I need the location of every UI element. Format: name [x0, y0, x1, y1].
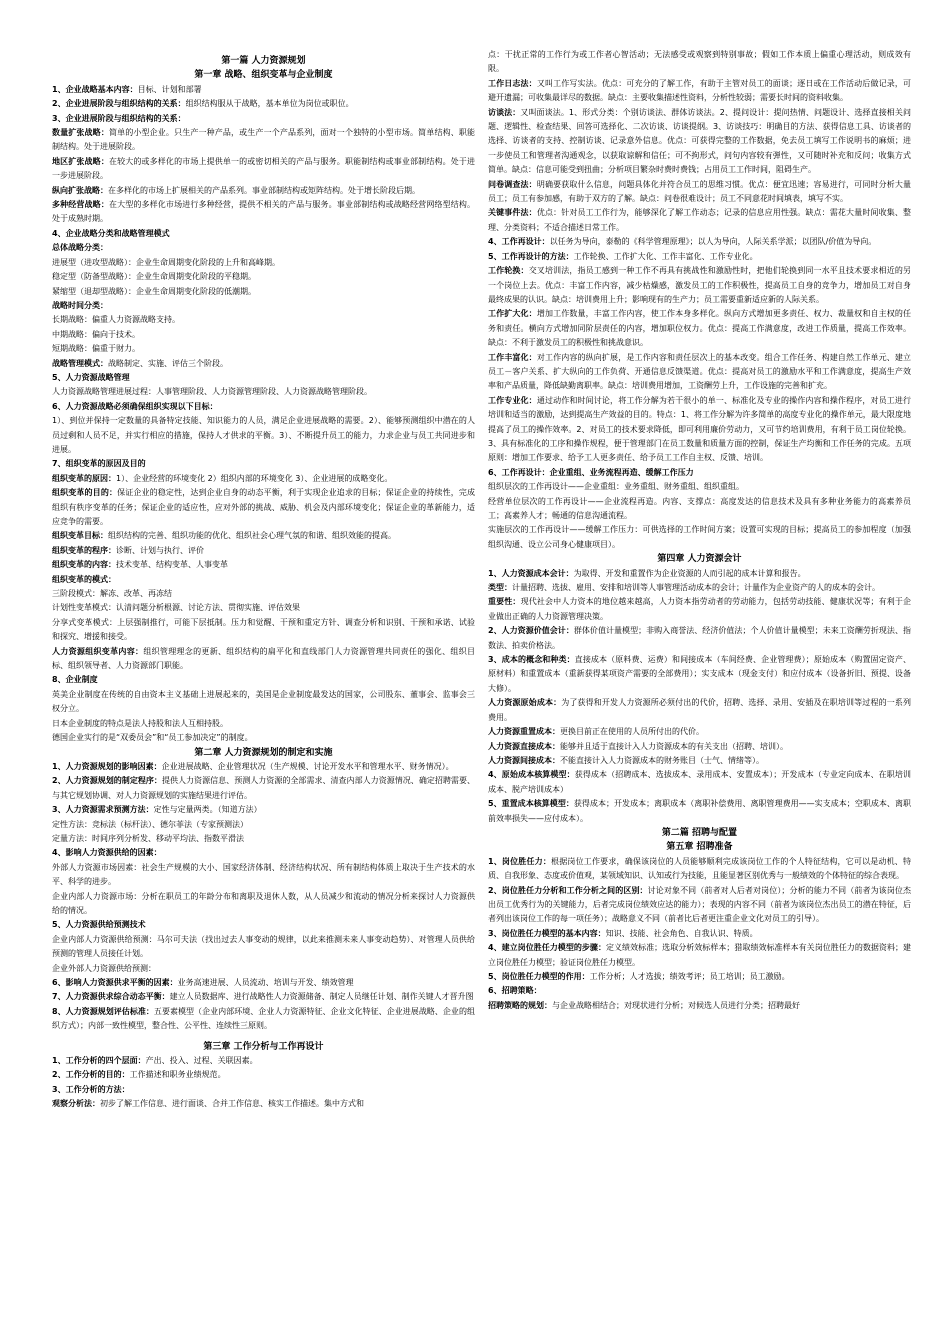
- paragraph-text: 组织结构服从于战略，基本单位为岗位或职位。: [185, 99, 354, 109]
- term-label: 2、人力资源价值会计：: [488, 626, 574, 636]
- paragraph-text: 长期战略：偏重人力资源战略支持。: [52, 315, 180, 325]
- paragraph-text: 对工作内容的纵向扩展，是工作内容和责任层次上的基本改变。组合工作任务、构建自然工作单元、建立员工－客户关系、扩大纵向的工作负荷、开通信息反馈渠道。优点：提高对员工的激励水平和工作满意度，提高生产效率和产品质量，降低缺勤离职率。缺点：培训费用增加，工资酬劳上升，工作设施的完善和扩充。: [488, 352, 911, 391]
- paragraph-text: 更换目前正在使用的人员所付出的代价。: [560, 727, 704, 737]
- paragraph: [488, 581, 911, 595]
- paragraph: [52, 731, 475, 745]
- paragraph-text: 在较大的或多样化的市场上提供单一的或密切相关的产品与服务。职能制结构或事业部制结构。处于进一步进展阶段。: [52, 156, 476, 181]
- paragraph: [488, 970, 911, 984]
- paragraph: [488, 106, 911, 178]
- term-label: 4、企业战略分类和战略管理模式: [52, 228, 170, 238]
- paragraph-text: 外部人力资源市场因素：社会生产规模的大小、国家经济体制、经济结构状况、所有制结构体质上取决于生产技术的水平、科学的进步。: [52, 862, 475, 887]
- term-label: 3、人力资源需求预测方法：: [52, 805, 154, 815]
- term-label: 6、工作再设计：企业重组、业务流程再造、缓解工作压力: [488, 467, 694, 477]
- paragraph: [52, 270, 475, 284]
- paragraph-text: 工作描述和职务业绩规范。: [129, 1070, 226, 1080]
- paragraph-text: 不能直接计入人力资源成本的财务账目（士气、情绪等）。: [560, 755, 764, 765]
- paragraph: [488, 523, 911, 552]
- paragraph-text: 组织层次的工作再设计——企业重组：业务重组、财务重组、组织重组。: [488, 482, 744, 492]
- paragraph-text: 直接成本（原料费、运费）和间接成本（车间经费、企业管理费）；原始成本（购置固定资产、原材料）和重置成本（重新获得某项资产需要的全部费用）；实支成本（现金支付）和应付成本（设备折旧、预提、设备大修）。: [488, 655, 911, 693]
- chapter-heading: 第五章 招聘准备: [666, 842, 733, 853]
- paragraph: [52, 573, 475, 587]
- term-label: 战略管理模式：: [52, 358, 108, 368]
- paragraph: [52, 962, 475, 976]
- paragraph: [488, 768, 911, 797]
- term-label: 关键事件法：: [488, 208, 537, 218]
- paragraph: [52, 256, 475, 270]
- paragraph: [488, 77, 911, 106]
- paragraph: [52, 558, 475, 572]
- paragraph-text: 与企业战略相结合；对现状进行分析；对候选人员进行分类；招聘最好: [552, 1000, 800, 1010]
- paragraph: [52, 832, 475, 846]
- term-label: 组织变革的程序：: [52, 545, 116, 555]
- paragraph: [488, 466, 911, 480]
- paragraph: [488, 480, 911, 494]
- paragraph: [488, 567, 911, 581]
- paragraph: [52, 97, 475, 111]
- paragraph-text: 1）、企业经营的环境变化 2）组织内部的环境变化 3）、企业进展的成略变化。: [116, 473, 393, 483]
- paragraph: [52, 285, 475, 299]
- paragraph: [52, 688, 475, 717]
- paragraph: [52, 976, 475, 990]
- paragraph-text: 分享式变革模式：上层强制推行，可能下层抵制。压力和觉醒、干预和重定方针、调查分析和识别、干预和承诺、试验和探究、增援和接受。: [52, 617, 475, 642]
- term-label: 5、人力资源供给预测技术: [52, 920, 146, 930]
- term-label: 3、工作分析的方法：: [52, 1084, 130, 1094]
- term-label: 8、企业制度: [52, 675, 98, 685]
- paragraph-text: 定性与定量两类。（知道方法）: [153, 805, 262, 815]
- paragraph: [52, 774, 475, 803]
- paragraph-text: 定义绩效标准；选取分析效标样本；猎取绩效标准样本有关岗位胜任力的数据资料；建立岗位胜任力模型；验证岗位胜任力模型。: [488, 943, 911, 967]
- paragraph: [52, 803, 475, 817]
- paragraph: [488, 250, 911, 264]
- term-label: 4、工作再设计：: [488, 237, 550, 247]
- paragraph: [52, 1068, 475, 1082]
- paragraph-text: 为取得、开发和重置作为企业资源的人而引起的成本计算和报告。: [573, 568, 806, 578]
- chapter-heading: 第二篇 招聘与配置: [661, 827, 738, 838]
- paragraph-text: 根据岗位工作要求，确保该岗位的人员能够顺利完成该岗位工作的个人特征结构，它可以是动机、特质、自我形象、态度或价值观，某领域知识、认知或行为技能，且能显著区别优秀与一般绩效的个体特征的综合表现。: [488, 856, 911, 881]
- paragraph: [52, 414, 475, 457]
- term-label: 纵向扩张战略：: [52, 185, 108, 195]
- term-label: 人力资源组织变革内容：: [52, 646, 144, 656]
- paragraph: [52, 760, 475, 774]
- term-label: 战略时间分类：: [52, 300, 108, 310]
- paragraph: [52, 861, 475, 890]
- paragraph: [488, 394, 911, 466]
- paragraph-text: 以任务为导向，泰勒的《科学管理原理》；以人为导向，人际关系学派；以团队/价值为导向。: [549, 237, 877, 247]
- paragraph: [488, 855, 911, 884]
- paragraph: [52, 587, 475, 601]
- term-label: 重要性：: [488, 597, 521, 607]
- term-label: 8、人力资源规划评估标准：: [52, 1006, 154, 1016]
- term-label: 5、工作再设计的方法：: [488, 251, 574, 261]
- paragraph-text: 工作分析；人才选拔；绩效考评；员工培训；员工激励。: [589, 972, 790, 981]
- term-label: 4、建立岗位胜任力模型的步骤：: [488, 943, 606, 953]
- paragraph: [52, 1097, 475, 1111]
- term-label: 3、岗位胜任力模型的基本内容：: [488, 928, 606, 938]
- chapter-heading: 第四章 人力资源会计: [657, 554, 742, 565]
- paragraph: [488, 696, 911, 725]
- paragraph: [488, 495, 911, 524]
- paragraph: [52, 933, 475, 962]
- term-label: 组织变革的模式：: [52, 574, 116, 584]
- paragraph-text: 获得成本；开发成本；离职成本（离职补偿费用、离职管理费用——实支成本；空职成本、离职前效率损失——应付成本）。: [488, 799, 911, 823]
- term-label: 问卷调查法：: [488, 179, 537, 189]
- term-label: 1、企业战略基本内容：: [52, 84, 138, 94]
- paragraph: [52, 1005, 475, 1034]
- paragraph: [52, 544, 475, 558]
- paragraph: [488, 595, 911, 624]
- paragraph-text: 五要素模型（企业内部环境、企业人力资源特征、企业文化特征、企业进展战略、企业的组织方式）；内部一致性模型，整合性、公平性、连续性三原则。: [52, 1006, 475, 1031]
- paragraph: [52, 529, 475, 543]
- paragraph: [488, 797, 911, 826]
- paragraph-text: 工作轮换、工作扩大化、工作丰富化、工作专业化。: [573, 251, 758, 261]
- paragraph: [52, 112, 475, 126]
- paragraph-text: 德国企业实行的是“双委员会”和“员工参加决定”的制度。: [52, 733, 253, 743]
- paragraph-text: 稳定型（防备型战略）：企业生命周期变化阶段的平稳期。: [52, 272, 256, 282]
- paragraph: [488, 235, 911, 249]
- term-label: 1、人力资源成本会计：: [488, 568, 574, 578]
- paragraph-text: 组织管理理念的更新、组织结构的扁平化和直线部门人力资源管理共同责任的强化、组织目标、组织领导者、人力资源部门职能。: [52, 646, 476, 671]
- paragraph-text: 紧缩型（退却型战略）：企业生命周期变化阶段的低潮期。: [52, 286, 256, 296]
- paragraph-text: 又叫工作写实法。优点：可充分的了解工作，有助于主管对员工的面谈；逐日或在工作活动后做记录，可避开遗漏；可收集最详尽的数据。缺点：主要收集描述性资料，分析性较弱；需要长时间的资料收集。: [488, 78, 911, 103]
- paragraph-text: 战略制定、实施、评估三个阶段。: [108, 358, 228, 368]
- paragraph-text: 在多样化的市场上扩展相关的产品系列。事业部制结构或矩阵结构。处于增长阶段后期。: [108, 185, 420, 195]
- paragraph: [488, 999, 911, 1013]
- paragraph-text: 组织结构的完善、组织功能的优化、组织社会心理气氛的和谐、组织效能的提高。: [108, 531, 396, 541]
- paragraph: [52, 198, 475, 227]
- term-label: 工作轮换：: [488, 266, 529, 276]
- paragraph: [52, 486, 475, 529]
- paragraph-text: 定量方法：时间序列分析发、移动平均法、指数平滑法: [52, 833, 244, 843]
- paragraph-text: 企业内部人力资源市场：分析在职员工的年龄分布和离职及退休人数，从人员减少和流动的情况分析来探讨人力资源供给的情况。: [52, 891, 475, 915]
- paragraph-text: 企业进展战略、企业管理状况（生产规模、讨论开发水平和管理水平、财务情况）。: [161, 761, 454, 771]
- part-heading: 第一篇 人力资源规划: [221, 56, 306, 66]
- term-label: 1、人力资源规划的影响因素：: [52, 761, 162, 771]
- paragraph: [488, 653, 911, 696]
- paragraph: [52, 457, 475, 471]
- paragraph: [52, 371, 475, 385]
- term-label: 5、岗位胜任力模型的作用：: [488, 972, 590, 981]
- paragraph: [488, 754, 911, 768]
- term-label: 人力资源重置成本：: [488, 727, 560, 737]
- paragraph-text: 企业内部人力资源供给预测：马尔可夫法（找出过去人事变动的规律，以此来推测未来人事变动趋势）、对管理人员供给预测的管理人员接任计划。: [52, 934, 475, 959]
- chapter-heading: 第一章 战略、组织变革与企业制度: [194, 70, 333, 81]
- paragraph-text: 企业外部人力资源供给预测：: [52, 963, 156, 973]
- term-label: 总体战略分类：: [52, 243, 108, 253]
- paragraph-text: 进展型（进攻型战略）：企业生命周期变化阶段的上升和高峰期。: [52, 257, 280, 267]
- term-label: 7、人力资源供求综合动态平衡：: [52, 992, 170, 1002]
- paragraph: [52, 313, 475, 327]
- paragraph-text: 诊断、计划与执行、评价: [116, 545, 204, 555]
- term-label: 3、企业进展阶段与组织结构的关系：: [52, 113, 186, 123]
- term-label: 组织变革的原因：: [52, 473, 116, 483]
- paragraph: [488, 351, 911, 394]
- paragraph: [52, 601, 475, 615]
- paragraph-text: 英美企业制度在传统的自由资本主义基础上进展起来的，美国是企业制度最发达的国家，公司股东、董事会、监事会三权分立。: [52, 689, 475, 714]
- paragraph-text: 实施层次的工作再设计——缓解工作压力：可供选择的工作时间方案；设置可实现的目标；提高员工的参加程度（加强组织沟通、设立公司身心健康项目）。: [488, 525, 911, 549]
- term-label: 组织变革的目的：: [52, 488, 118, 498]
- paragraph: [488, 206, 911, 235]
- paragraph-text: 技术变革、结构变革、人事变革: [116, 560, 228, 570]
- paragraph: [52, 357, 475, 371]
- paragraph: [52, 616, 475, 645]
- paragraph: [488, 264, 911, 307]
- paragraph-text: 目标、计划和部署: [137, 84, 202, 94]
- paragraph-text: 1）、到位并保持一定数量的具备特定技能、知识能力的人员，满足企业进展战略的需要。2）、能够预测组织中潜在的人员过剩和人员不足，并实行相应的措施，保持人才供求的平衡。3）、不断提升员工的能力，力求企业与员工共同进步和进展。: [52, 416, 475, 454]
- paragraph: [488, 178, 911, 207]
- paragraph: [488, 927, 911, 941]
- paragraph: [52, 227, 475, 241]
- term-label: 1、工作分析的四个层面：: [52, 1056, 146, 1066]
- paragraph: [52, 155, 475, 184]
- term-label: 2、企业进展阶段与组织结构的关系：: [52, 99, 186, 109]
- term-label: 5、人力资源战略管理: [52, 372, 130, 382]
- paragraph-text: 明确要获取什么信息，问题具体化并符合员工的思维习惯。优点：便宜迅速；容易进行，可同时分析大量员工；员工有参加感，有助于双方的了解。缺点：问卷很难设计；员工不同意花时间填表，填写不实。: [488, 179, 911, 204]
- paragraph-text: 通过动作和时间讨论，将工作分解为若干很小的单一、标准化及专业的操作内容和操作程序，对员工进行培训和适当的激励，达到提高生产效益的目的。特点：1、将工作分解为许多简单的高度专业化的操作单元，最大限度地提高了员工的操作效率。2、对员工的技术要求降低，即可利用廉价劳动力，又可节约培训费用，有利于员工岗位轮换。3、具有标准化的工序和操作规程，便于管理部门在员工数量和质量方面的控制，保证生产均衡和工作任务的完成。五项原则：增加工作要求、给予工人更多责任、给予员工工作自主权、反馈、培训。: [488, 395, 911, 463]
- paragraph: [488, 884, 911, 927]
- paragraph-text: 经营单位层次的工作再设计——企业流程再造。内容、支撑点：高度发达的信息技术及具有多种业务能力的高素养员工；高素养人才；畅通的信息沟通流程。: [488, 496, 911, 520]
- paragraph-text: 日本企业制度的特点是法人持股和法人互相持股。: [52, 718, 228, 728]
- paragraph-text: 又叫面谈法。1、形式分类：个别访谈法、群体访谈法。2、提问设计：提问热情、问题设计、选择直接相关问题、逻辑性、检查结果、回答可选择化、二次访谈、访谈提纲。3、访谈技巧：明确目的方法、获得信息工具、访谈者的选择、访谈者的支持、控制访谈、记录意外信息。优点：可获得完整的工作数据，免去员工填写工作说明书的麻烦；进一步使员工和管理者沟通观念，以获取谅解和信任；可不拘形式，问句内容较有弹性，又可随时补充和反问；收集方式简单。缺点：信息可能受到扭曲；分析项目繁杂时费时费钱；占用员工工作时间，阻碍生产。: [488, 107, 911, 175]
- paragraph-text: 在大型的多样化市场进行多种经营，提供不相关的产品与服务。事业部制结构或战略经营网络型结构。处于成熟时期。: [52, 200, 476, 224]
- term-label: 6、人力资源战略必须确保组织实现以下目标：: [52, 401, 218, 411]
- paragraph-text: 简单的小型企业。只生产一种产品，或生产一个产品系列，面对一个独特的小型市场。简单结构、职能制结构。处于进展阶段。: [52, 128, 476, 152]
- term-label: 工作专业化：: [488, 395, 537, 405]
- paragraph: [52, 385, 475, 399]
- paragraph-text: 提供人力资源信息、预测人力资源的全部需求、清查内部人力资源情况、确定招聘需要、与其它规划协调、对人力资源规划的实施结果进行评估。: [52, 776, 475, 800]
- term-label: 2、岗位胜任力分析和工作分析之间的区别：: [488, 885, 648, 895]
- term-label: 2、工作分析的目的：: [52, 1070, 130, 1080]
- paragraph: [488, 725, 911, 739]
- paragraph: [52, 918, 475, 932]
- paragraph-text: 保证企业的稳定性，达到企业自身的动态平衡，利于实现企业追求的目标；保证企业的持续性，完成组织有秩序变革的任务；保证企业的适应性，应对外部的挑战、威胁、机会及内部环境变化；保证企业的革新能力，适应竞争的需要。: [52, 488, 476, 526]
- paragraph-text: 点：干扰正常的工作行为或工作者心智活动；无法感受或观察到特别事故；假如工作本质上偏重心理活动，则成效有限。: [488, 50, 911, 74]
- term-label: 3、成本的概念和种类：: [488, 655, 575, 665]
- paragraph: [488, 307, 911, 350]
- paragraph-text: 计量招聘、选拔、雇用、安排和培训等人事管理活动成本的会计；计量作为企业资产的人的成本的会计。: [512, 583, 880, 593]
- paragraph-text: 初步了解工作信息、进行面谈、合并工作信息、核实工作描述。集中方式和: [100, 1099, 364, 1109]
- paragraph: [52, 299, 475, 313]
- paragraph-text: 计划性变革模式：认清问题分析根源、讨论方法、贯彻实施、评估效果: [52, 603, 300, 613]
- term-label: 4、影响人力资源供给的因素：: [52, 848, 162, 858]
- paragraph-text: 交叉培训法，指员工感到一种工作不再具有挑战性和激励性时，把他们轮换到同一水平且技术要求相近的另一个岗位上去。优点：丰富工作内容，减少枯燥感，激发员工的工作积极性，提高员工自身的竞争力，增加员工对自身最终成果的认识。缺点：培训费用上升；影响现有的生产力；员工需要重新适应新的人际关系。: [488, 266, 911, 304]
- paragraph-text: 短期战略：偏重于财力。: [52, 344, 140, 354]
- paragraph-text: 三阶段模式：解冻、改革、再冻结: [52, 589, 172, 599]
- term-label: 人力资源间接成本：: [488, 755, 560, 765]
- paragraph: [52, 342, 475, 356]
- paragraph: [52, 400, 475, 414]
- paragraph: [488, 48, 911, 77]
- paragraph-text: 产出、投入、过程、关联因素。: [145, 1056, 258, 1066]
- paragraph: [52, 673, 475, 687]
- paragraph-text: 增加工作数量，丰富工作内容，使工作本身多样化。纵向方式增加更多责任、权力、裁量权和自主权的任务和责任。横向方式增加同阶层责任的内容，增加职位权力。优点：提高工作满意度，改进工作质量，提高工作效率。缺点：不利于激发员工的积极性和挑战意识。: [488, 309, 911, 348]
- term-label: 人力资源直接成本：: [488, 741, 560, 751]
- paragraph: [52, 328, 475, 342]
- term-label: 4、原始成本核算模型：: [488, 770, 575, 780]
- paragraph-text: 知识、技能、社会角色、自我认识、特质。: [605, 928, 758, 938]
- term-label: 5、重置成本核算模型：: [488, 799, 574, 809]
- paragraph: [52, 83, 475, 97]
- paragraph: [52, 126, 475, 155]
- term-label: 工作扩大化：: [488, 309, 537, 319]
- term-label: 地区扩张战略：: [52, 156, 109, 166]
- term-label: 人力资源原始成本：: [488, 698, 562, 708]
- term-label: 工作日志法：: [488, 78, 537, 88]
- paragraph: [52, 1054, 475, 1068]
- paragraph: [488, 624, 911, 653]
- paragraph: [52, 717, 475, 731]
- term-label: 工作丰富化：: [488, 352, 537, 362]
- paragraph-text: 定性方法：竞标法（标杆法）、德尔菲法（专家预测法）: [52, 819, 248, 829]
- term-label: 访谈法：: [488, 107, 521, 117]
- paragraph: [52, 818, 475, 832]
- paragraph: [488, 941, 911, 970]
- paragraph: [488, 740, 911, 754]
- paragraph-text: 能够并且适于直接计入人力资源成本的有关支出（招聘、培训）。: [560, 741, 788, 751]
- term-label: 组织变革目标：: [52, 531, 108, 541]
- paragraph-text: 为了获得和开发人力资源所必须付出的代价，招聘、选择、录用、安插及在职培训等过程的一系列费用。: [488, 698, 911, 722]
- term-label: 2、人力资源规划的制定程序：: [52, 776, 162, 786]
- paragraph-text: 优点：针对员工工作行为，能够深化了解工作动态；记录的信息应用性强。缺点：需花大量时间收集、整理、分类资料；不适合描述日常工作。: [488, 208, 911, 232]
- term-label: 类型：: [488, 583, 512, 593]
- chapter-heading: 第二章 人力资源规划的制定和实施: [194, 747, 333, 758]
- paragraph: [52, 184, 475, 198]
- term-label: 组织变革的内容：: [52, 560, 116, 570]
- paragraph: [52, 1083, 475, 1097]
- paragraph-text: 中期战略：偏向于技术。: [52, 329, 140, 339]
- term-label: 7、组织变革的原因及目的: [52, 459, 146, 469]
- chapter-heading: 第三章 工作分析与工作再设计: [203, 1041, 324, 1052]
- term-label: 观察分析法：: [52, 1099, 100, 1109]
- paragraph: [488, 984, 911, 998]
- paragraph-text: 获得成本（招聘成本、选拔成本、录用成本、安置成本）；开发成本（专业定向成本、在职培训成本、脱产培训成本）: [488, 770, 911, 794]
- term-label: 招聘策略的规划：: [488, 1000, 552, 1010]
- term-label: 6、影响人力资源供求平衡的因素：: [52, 978, 178, 987]
- term-label: 6、招聘策略：: [488, 986, 542, 996]
- paragraph-text: 讨论对象不同（前者对人后者对岗位）；分析的能力不同（前者为该岗位杰出员工优秀行为的关键能力，后者完成岗位绩效应达的能力）；表现的内容不同（前者为该岗位杰出员工的潜在特征，后者列出该岗位工作的每一项任务）；战略意义不同（前者比后者更注重企业文化对员工的引导）。: [488, 885, 911, 924]
- term-label: 多种经营战略：: [52, 200, 109, 210]
- paragraph: [52, 846, 475, 860]
- paragraph-text: 建立人员数据库、进行战略性人力资源储备、制定人员继任计划、制作关键人才晋升图: [169, 992, 474, 1002]
- paragraph: [52, 241, 475, 255]
- term-label: 1、岗位胜任力：: [488, 856, 552, 866]
- term-label: 数量扩张战略：: [52, 128, 109, 138]
- paragraph: [52, 890, 475, 919]
- paragraph: [52, 645, 475, 674]
- paragraph-text: 现代社会中人力资本的地位越来越高，人力资本指劳动者的劳动能力，包括劳动技能、健康状况等；有利于企业做出正确的人力资源管理决策。: [488, 597, 912, 621]
- paragraph: [52, 990, 475, 1004]
- paragraph-text: 群体价值计量模型；非购入商誉法、经济价值法；个人价值计量模型；未来工资酬劳折现法、指数法、拍卖价格法。: [488, 626, 911, 650]
- paragraph-text: 人力资源战略管理进展过程：人事管理阶段、人力资源管理阶段、人力资源战略管理阶段。: [52, 387, 372, 397]
- paragraph: [52, 472, 475, 486]
- paragraph-text: 业务高速进展、人员流动、培训与开发、绩效管理: [177, 978, 354, 987]
